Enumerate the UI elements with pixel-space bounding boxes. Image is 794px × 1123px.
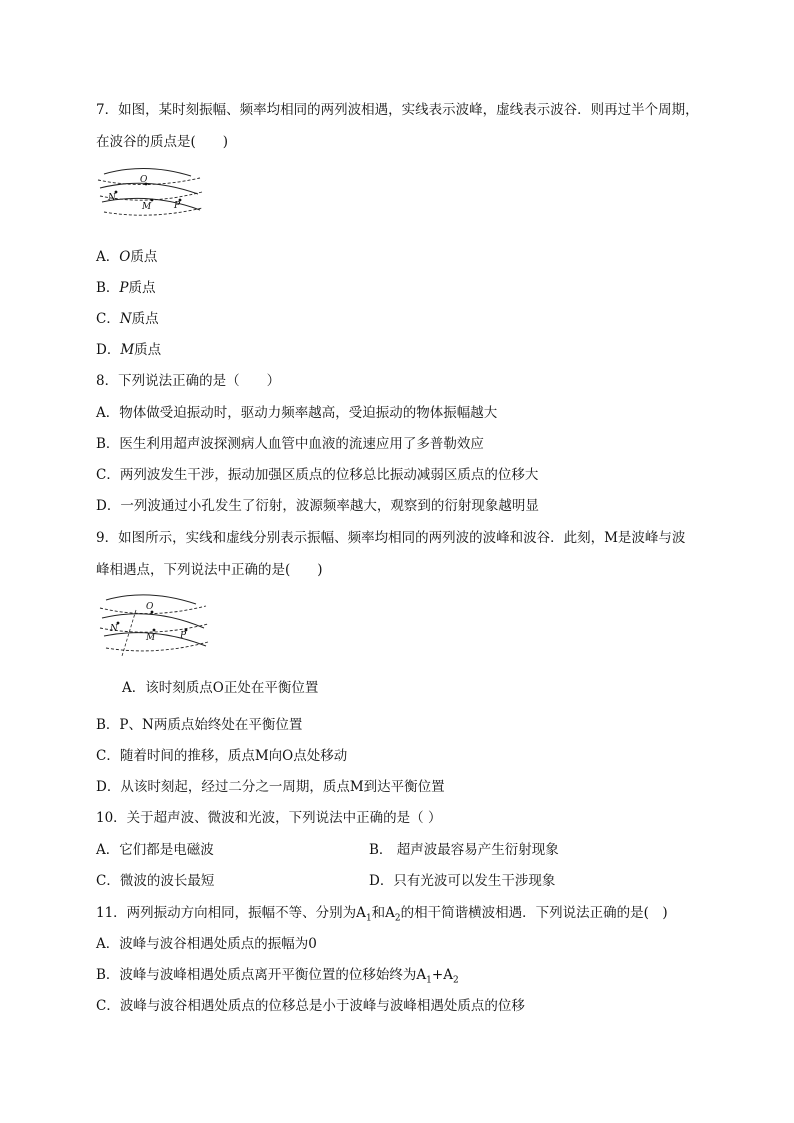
- q7-wave-figure: [96, 162, 206, 220]
- q8-option-c: C．两列波发生干涉，振动加强区质点的位移总比振动减弱区质点的位移大: [96, 467, 539, 483]
- q8-option-d: D．一列波通过小孔发生了衍射，波源频率越大，观察到的衍射现象越明显: [96, 498, 539, 514]
- q9-option-a: A．该时刻质点O正处在平衡位置: [122, 680, 319, 696]
- q7-option-c: C．N质点: [96, 311, 159, 327]
- q7-stem-line2: 在波谷的质点是( ): [96, 134, 229, 150]
- q9-label-O: O: [146, 602, 154, 612]
- q9-stem-line1: 9．如图所示，实线和虚线分别表示振幅、频率均相同的两列波的波峰和波谷．此刻，M是波峰与波: [96, 530, 686, 546]
- q9-stem-line2: 峰相遇点，下列说法中正确的是( ): [96, 562, 323, 578]
- q11-option-c: C．波峰与波谷相遇处质点的位移总是小于波峰与波峰相遇处质点的位移: [96, 998, 525, 1014]
- q11-option-b: B．波峰与波峰相遇处质点离开平衡位置的位移始终为$A_1+A_2$: [96, 967, 459, 986]
- q8-option-a: A．物体做受迫振动时，驱动力频率越高，受迫振动的物体振幅越大: [96, 405, 498, 421]
- q7-label-O: O: [140, 175, 148, 185]
- q7-stem-line1: 7．如图，某时刻振幅、频率均相同的两列波相遇，实线表示波峰，虚线表示波谷．则再过半个周期，: [96, 102, 699, 118]
- q8-option-b: B．医生利用超声波探测病人血管中血液的流速应用了多普勒效应: [96, 436, 484, 452]
- q9-option-b: B．P、N两质点始终处在平衡位置: [96, 717, 303, 733]
- q9-option-c: C．随着时间的推移，质点M向O点处移动: [96, 748, 348, 764]
- q9-label-N: N: [110, 624, 118, 634]
- q10-option-b: B． 超声波最容易产生衍射现象: [369, 842, 559, 858]
- q10-option-c: C．微波的波长最短: [96, 873, 215, 889]
- q10-stem: 10．关于超声波、微波和光波，下列说法中正确的是（ ）: [96, 810, 442, 826]
- q11-stem: 11．两列振动方向相同，振幅不等、分别为$A_1$和$A_2$的相干简谐横波相遇．下列说法正确的是( ): [96, 905, 668, 924]
- q7-label-M: M: [142, 202, 152, 212]
- q7-label-N: N: [108, 193, 116, 203]
- q10-option-d: D．只有光波可以发生干涉现象: [369, 873, 556, 889]
- q7-option-a: A．O质点: [96, 249, 158, 265]
- q9-wave-figure: [96, 590, 212, 658]
- q9-label-P: P: [180, 631, 187, 641]
- q8-stem: 8．下列说法正确的是（ ）: [96, 373, 281, 389]
- q9-option-d: D．从该时刻起，经过二分之一周期，质点M到达平衡位置: [96, 779, 445, 795]
- q7-option-d: D．M质点: [96, 342, 162, 358]
- q9-label-M: M: [146, 633, 156, 643]
- q7-label-P: P: [174, 201, 181, 211]
- q11-option-a: A．波峰与波谷相遇处质点的振幅为0: [96, 936, 317, 952]
- q7-option-b: B．P质点: [96, 280, 156, 296]
- q10-option-a: A．它们都是电磁波: [96, 842, 214, 858]
